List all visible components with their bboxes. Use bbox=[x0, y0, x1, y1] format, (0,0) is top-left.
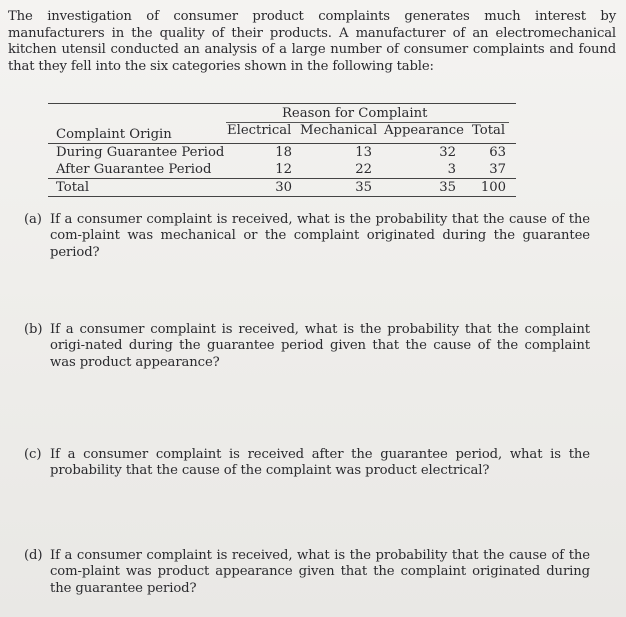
complaint-table bbox=[48, 103, 516, 193]
row-header-label: Complaint Origin bbox=[56, 127, 172, 142]
cell-during-appearance: 32 bbox=[439, 145, 456, 160]
table-bottom-rule bbox=[48, 196, 516, 197]
cell-after-appearance: 3 bbox=[447, 162, 456, 177]
cell-during-electrical: 18 bbox=[275, 145, 292, 160]
cell-after-mechanical: 22 bbox=[355, 162, 372, 177]
question-d-text: If a consumer complaint is received, what is the probability that the cause of the com-plaint was product appearance given that the complaint originated during the guarantee period? bbox=[50, 548, 590, 596]
cell-after-total: 37 bbox=[489, 162, 506, 177]
cell-during-total: 63 bbox=[489, 145, 506, 160]
question-a-label: (a) bbox=[24, 212, 42, 227]
group-header: Reason for Complaint bbox=[282, 106, 428, 121]
question-b-text: If a consumer complaint is received, what is the probability that the complaint origi-nated during the guarantee period given that the cause of the complaint was product appearance? bbox=[50, 322, 590, 370]
col-header-appearance: Appearance bbox=[384, 123, 464, 138]
question-b bbox=[24, 322, 590, 371]
header-rule bbox=[48, 143, 516, 144]
cell-total-appearance: 35 bbox=[439, 180, 456, 195]
question-a bbox=[24, 212, 590, 261]
totals-rule bbox=[48, 178, 516, 179]
question-c bbox=[24, 447, 590, 480]
cell-total-total: 100 bbox=[480, 180, 506, 195]
question-c-text: If a consumer complaint is received after the guarantee period, what is the probability that the cause of the complaint was product electrical? bbox=[50, 447, 590, 479]
cell-total-electrical: 30 bbox=[275, 180, 292, 195]
table-top-rule bbox=[48, 103, 516, 104]
question-b-label: (b) bbox=[24, 322, 43, 337]
col-header-total: Total bbox=[472, 123, 506, 138]
question-a-text: If a consumer complaint is received, what is the probability that the cause of the com-plaint was mechanical or the complaint originated during the guarantee period? bbox=[50, 212, 590, 260]
col-header-electrical: Electrical bbox=[227, 123, 292, 138]
cell-during-mechanical: 13 bbox=[355, 145, 372, 160]
question-d-label: (d) bbox=[24, 548, 43, 563]
intro-paragraph: The investigation of consumer product complaints generates much interest by manufacturers in the quality of their products. A manufacturer of an electromechanical kitchen utensil conducted an analysis of a large number of consumer complaints and found that they fell into the six categories shown in the following table: bbox=[8, 9, 616, 74]
cell-after-electrical: 12 bbox=[275, 162, 292, 177]
cell-total-mechanical: 35 bbox=[355, 180, 372, 195]
question-c-label: (c) bbox=[24, 447, 42, 462]
col-header-mechanical: Mechanical bbox=[300, 123, 378, 138]
question-d bbox=[24, 548, 590, 597]
row-label-after: After Guarantee Period bbox=[56, 162, 212, 177]
row-label-during: During Guarantee Period bbox=[56, 145, 225, 160]
row-label-total: Total bbox=[56, 180, 90, 195]
